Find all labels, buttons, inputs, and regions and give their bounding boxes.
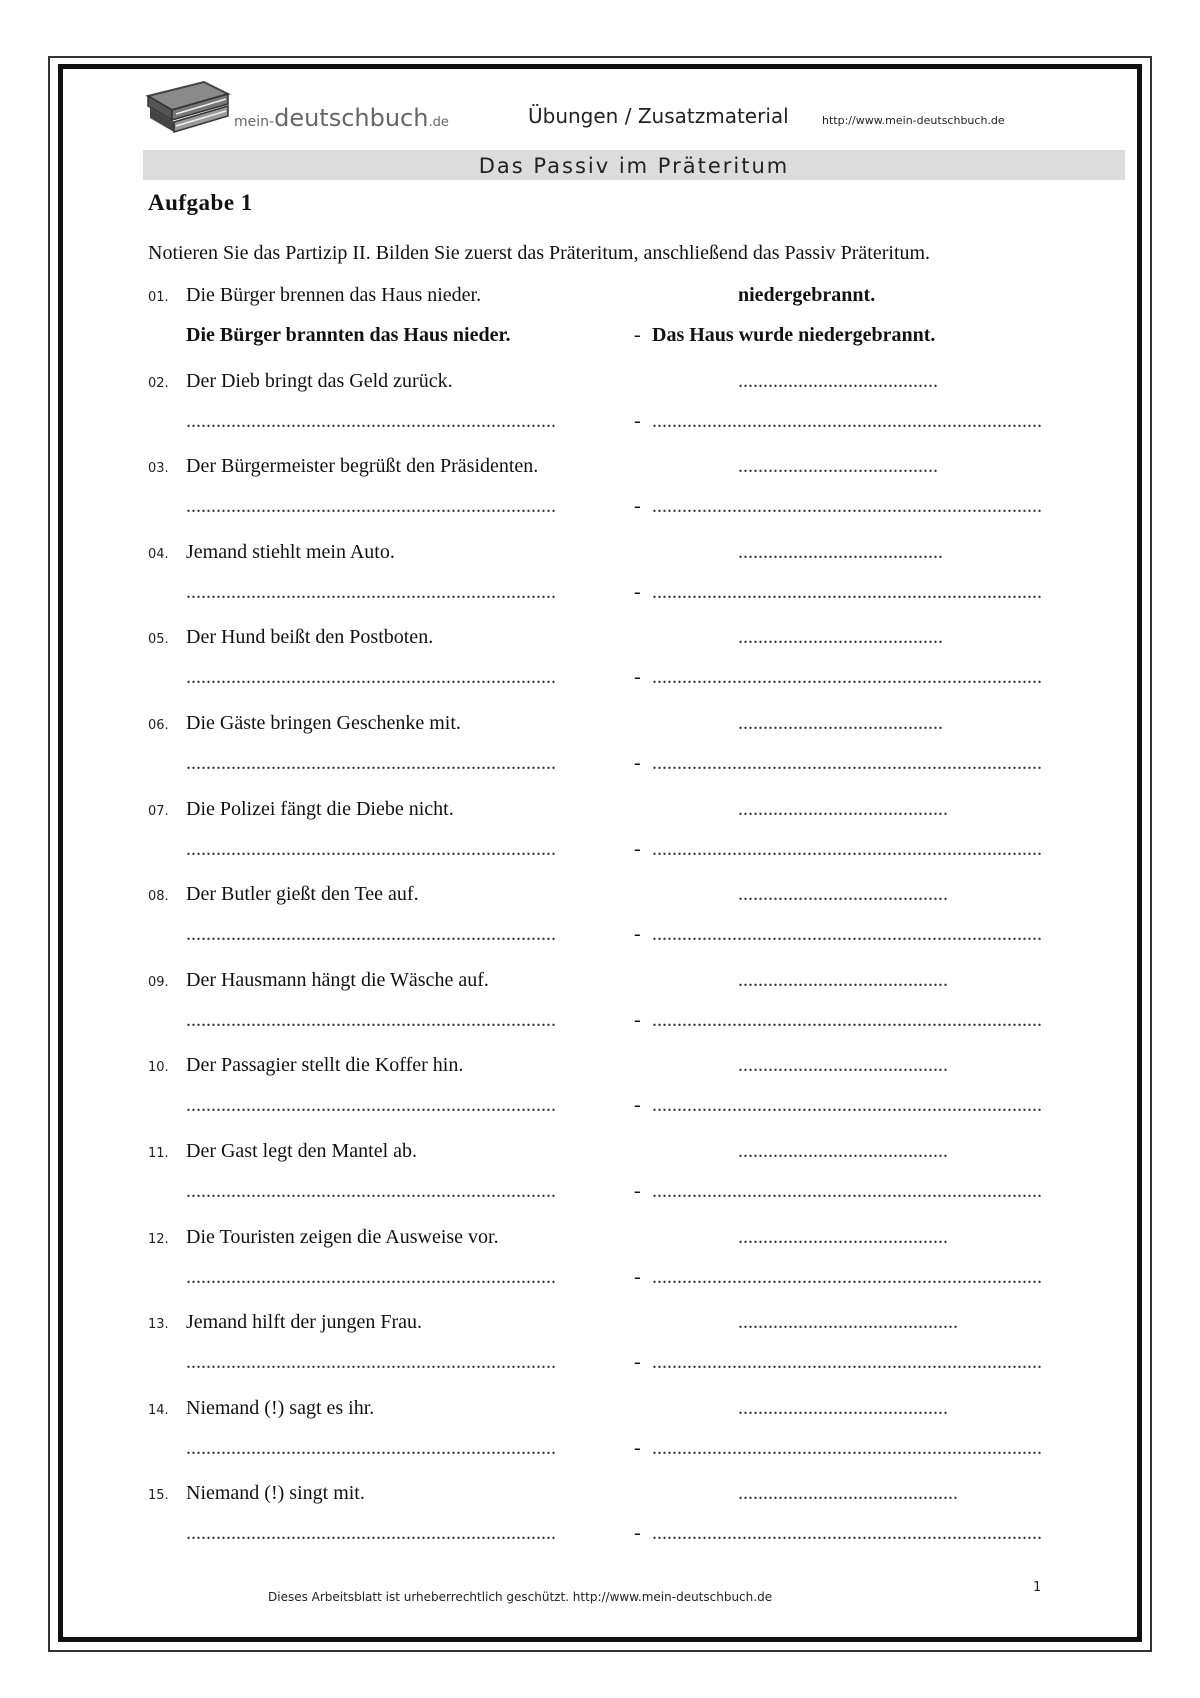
participle-answer[interactable]: .......................................... <box>738 1396 948 1419</box>
exercise-item <box>0 1140 1200 1220</box>
item-number: 10. <box>148 1060 169 1076</box>
page-title: Das Passiv im Präteritum <box>143 150 1125 180</box>
item-number: 04. <box>148 546 169 562</box>
participle-answer[interactable]: ............................................ <box>738 1311 958 1334</box>
header-section-label: Übungen / Zusatzmaterial <box>528 104 789 128</box>
answer-separator: - <box>634 1351 641 1374</box>
item-number: 02. <box>148 375 169 391</box>
answer-separator: - <box>634 752 641 774</box>
item-sentence: Jemand stiehlt mein Auto. <box>186 540 395 563</box>
participle-answer[interactable]: ......................................... <box>738 540 943 563</box>
item-sentence: Der Gast legt den Mantel ab. <box>186 1140 418 1162</box>
item-sentence: Der Passagier stellt die Koffer hin. <box>186 1054 464 1077</box>
logo-suffix: .de <box>428 115 449 130</box>
logo-wordmark <box>234 104 449 132</box>
exercise-item <box>0 541 1200 621</box>
exercise-item <box>0 626 1200 706</box>
passiv-answer[interactable]: .............................................................................. <box>652 837 1042 860</box>
passiv-answer[interactable]: .............................................................................. <box>652 666 1042 689</box>
participle-answer[interactable]: ......................................... <box>738 626 943 649</box>
item-number: 09. <box>148 974 169 990</box>
prateritum-answer[interactable]: .......................................................................... <box>186 666 556 689</box>
item-sentence: Die Polizei fängt die Diebe nicht. <box>186 797 454 820</box>
passiv-answer[interactable]: .............................................................................. <box>652 752 1042 774</box>
exercise-item <box>0 798 1200 878</box>
answer-separator: - <box>634 1008 641 1031</box>
participle-answer[interactable]: ........................................ <box>738 369 938 392</box>
item-sentence: Die Bürger brennen das Haus nieder. <box>186 284 482 306</box>
exercise-item <box>0 1397 1200 1477</box>
item-number: 08. <box>148 889 169 905</box>
prateritum-answer[interactable]: .......................................................................... <box>186 1522 556 1545</box>
item-sentence: Die Touristen zeigen die Ausweise vor. <box>186 1225 499 1248</box>
passiv-answer[interactable]: .............................................................................. <box>652 1522 1042 1545</box>
passiv-answer[interactable]: .............................................................................. <box>652 580 1042 603</box>
answer-separator: - <box>634 1094 641 1117</box>
passiv-answer[interactable]: .............................................................................. <box>652 923 1042 946</box>
answer-separator: - <box>634 580 641 603</box>
participle-answer[interactable]: .......................................... <box>738 1225 948 1248</box>
page-number: 1 <box>1033 1580 1042 1595</box>
exercise-item <box>0 1226 1200 1306</box>
answer-separator: - <box>634 837 641 860</box>
exercise-item <box>0 1311 1200 1391</box>
passiv-answer[interactable]: .............................................................................. <box>652 1265 1042 1288</box>
prateritum-answer[interactable]: .......................................................................... <box>186 1008 556 1031</box>
prateritum-answer[interactable]: .......................................................................... <box>186 1436 556 1459</box>
item-sentence: Der Bürgermeister begrüßt den Präsidenten. <box>186 455 539 478</box>
passiv-answer[interactable]: .............................................................................. <box>652 1094 1042 1117</box>
exercise-item <box>0 455 1200 535</box>
item-number: 13. <box>148 1317 169 1333</box>
exercise-item <box>0 969 1200 1049</box>
prateritum-answer[interactable]: .......................................................................... <box>186 1094 556 1117</box>
item-number: 07. <box>148 803 169 819</box>
exercise-item <box>0 712 1200 792</box>
participle-answer[interactable]: .......................................... <box>738 797 948 820</box>
item-sentence: Der Butler gießt den Tee auf. <box>186 883 419 906</box>
prateritum-answer[interactable]: .......................................................................... <box>186 1180 556 1202</box>
participle-answer[interactable]: .......................................... <box>738 883 948 906</box>
answer-separator: - <box>634 1436 641 1459</box>
prateritum-answer[interactable]: .......................................................................... <box>186 837 556 860</box>
item-number: 12. <box>148 1231 169 1247</box>
prateritum-answer[interactable]: .......................................................................... <box>186 495 556 518</box>
prateritum-answer[interactable]: .......................................................................... <box>186 580 556 603</box>
participle-answer[interactable]: ............................................ <box>738 1482 958 1505</box>
participle-answer: niedergebrannt. <box>738 284 876 306</box>
participle-answer[interactable]: ......................................... <box>738 712 943 734</box>
answer-separator: - <box>634 1522 641 1545</box>
exercise-item <box>0 1054 1200 1134</box>
prateritum-answer[interactable]: .......................................................................... <box>186 752 556 774</box>
exercise-item <box>0 284 1200 364</box>
prateritum-answer[interactable]: .......................................................................... <box>186 923 556 946</box>
item-number: 06. <box>148 718 169 733</box>
item-number: 05. <box>148 632 169 648</box>
prateritum-answer[interactable]: .......................................................................... <box>186 1351 556 1374</box>
participle-answer[interactable]: .......................................... <box>738 968 948 991</box>
item-sentence: Niemand (!) singt mit. <box>186 1482 365 1505</box>
item-sentence: Der Hund beißt den Postboten. <box>186 626 434 649</box>
passiv-answer[interactable]: .............................................................................. <box>652 1436 1042 1459</box>
answer-separator: - <box>634 324 641 346</box>
participle-answer[interactable]: .......................................... <box>738 1054 948 1077</box>
task-instructions: Notieren Sie das Partizip II. Bilden Sie zuerst das Präteritum, anschließend das Passiv Präteritum. <box>148 242 931 264</box>
item-sentence: Die Gäste bringen Geschenke mit. <box>186 712 461 734</box>
answer-separator: - <box>634 1180 641 1202</box>
item-sentence: Der Hausmann hängt die Wäsche auf. <box>186 968 489 991</box>
answer-separator: - <box>634 923 641 946</box>
item-sentence: Niemand (!) sagt es ihr. <box>186 1396 375 1419</box>
prateritum-answer[interactable]: .......................................................................... <box>186 409 556 432</box>
passiv-answer[interactable]: .............................................................................. <box>652 495 1042 518</box>
footer-copyright: Dieses Arbeitsblatt ist urheberrechtlich geschützt. http://www.mein-deutschbuch.de <box>268 1590 773 1604</box>
logo-prefix: mein- <box>234 114 275 130</box>
answer-separator: - <box>634 666 641 689</box>
exercise-item <box>0 370 1200 450</box>
header-url[interactable]: http://www.mein-deutschbuch.de <box>822 114 1005 127</box>
passiv-answer[interactable]: .............................................................................. <box>652 409 1042 432</box>
item-number: 01. <box>148 290 169 305</box>
item-number: 14. <box>148 1402 169 1418</box>
item-sentence: Jemand hilft der jungen Frau. <box>186 1311 423 1334</box>
answer-separator: - <box>634 495 641 518</box>
item-number: 15. <box>148 1488 169 1504</box>
passiv-answer[interactable]: .............................................................................. <box>652 1351 1042 1374</box>
page-header <box>144 78 1124 136</box>
logo-main: deutschbuch <box>274 104 429 132</box>
passiv-answer: Das Haus wurde niedergebrannt. <box>652 324 936 346</box>
exercise-item <box>0 883 1200 963</box>
answer-separator: - <box>634 1265 641 1288</box>
prateritum-answer: Die Bürger brannten das Haus nieder. <box>186 324 511 346</box>
participle-answer[interactable]: .......................................... <box>738 1140 948 1162</box>
task-title: Aufgabe 1 <box>148 190 253 215</box>
item-number: 11. <box>148 1146 169 1161</box>
exercise-item <box>0 1482 1200 1562</box>
passiv-answer[interactable]: .............................................................................. <box>652 1180 1042 1202</box>
passiv-answer[interactable]: .............................................................................. <box>652 1008 1042 1031</box>
item-number: 03. <box>148 461 169 477</box>
books-icon <box>144 78 232 134</box>
answer-separator: - <box>634 409 641 432</box>
item-sentence: Der Dieb bringt das Geld zurück. <box>186 369 453 392</box>
participle-answer[interactable]: ........................................ <box>738 455 938 478</box>
prateritum-answer[interactable]: .......................................................................... <box>186 1265 556 1288</box>
